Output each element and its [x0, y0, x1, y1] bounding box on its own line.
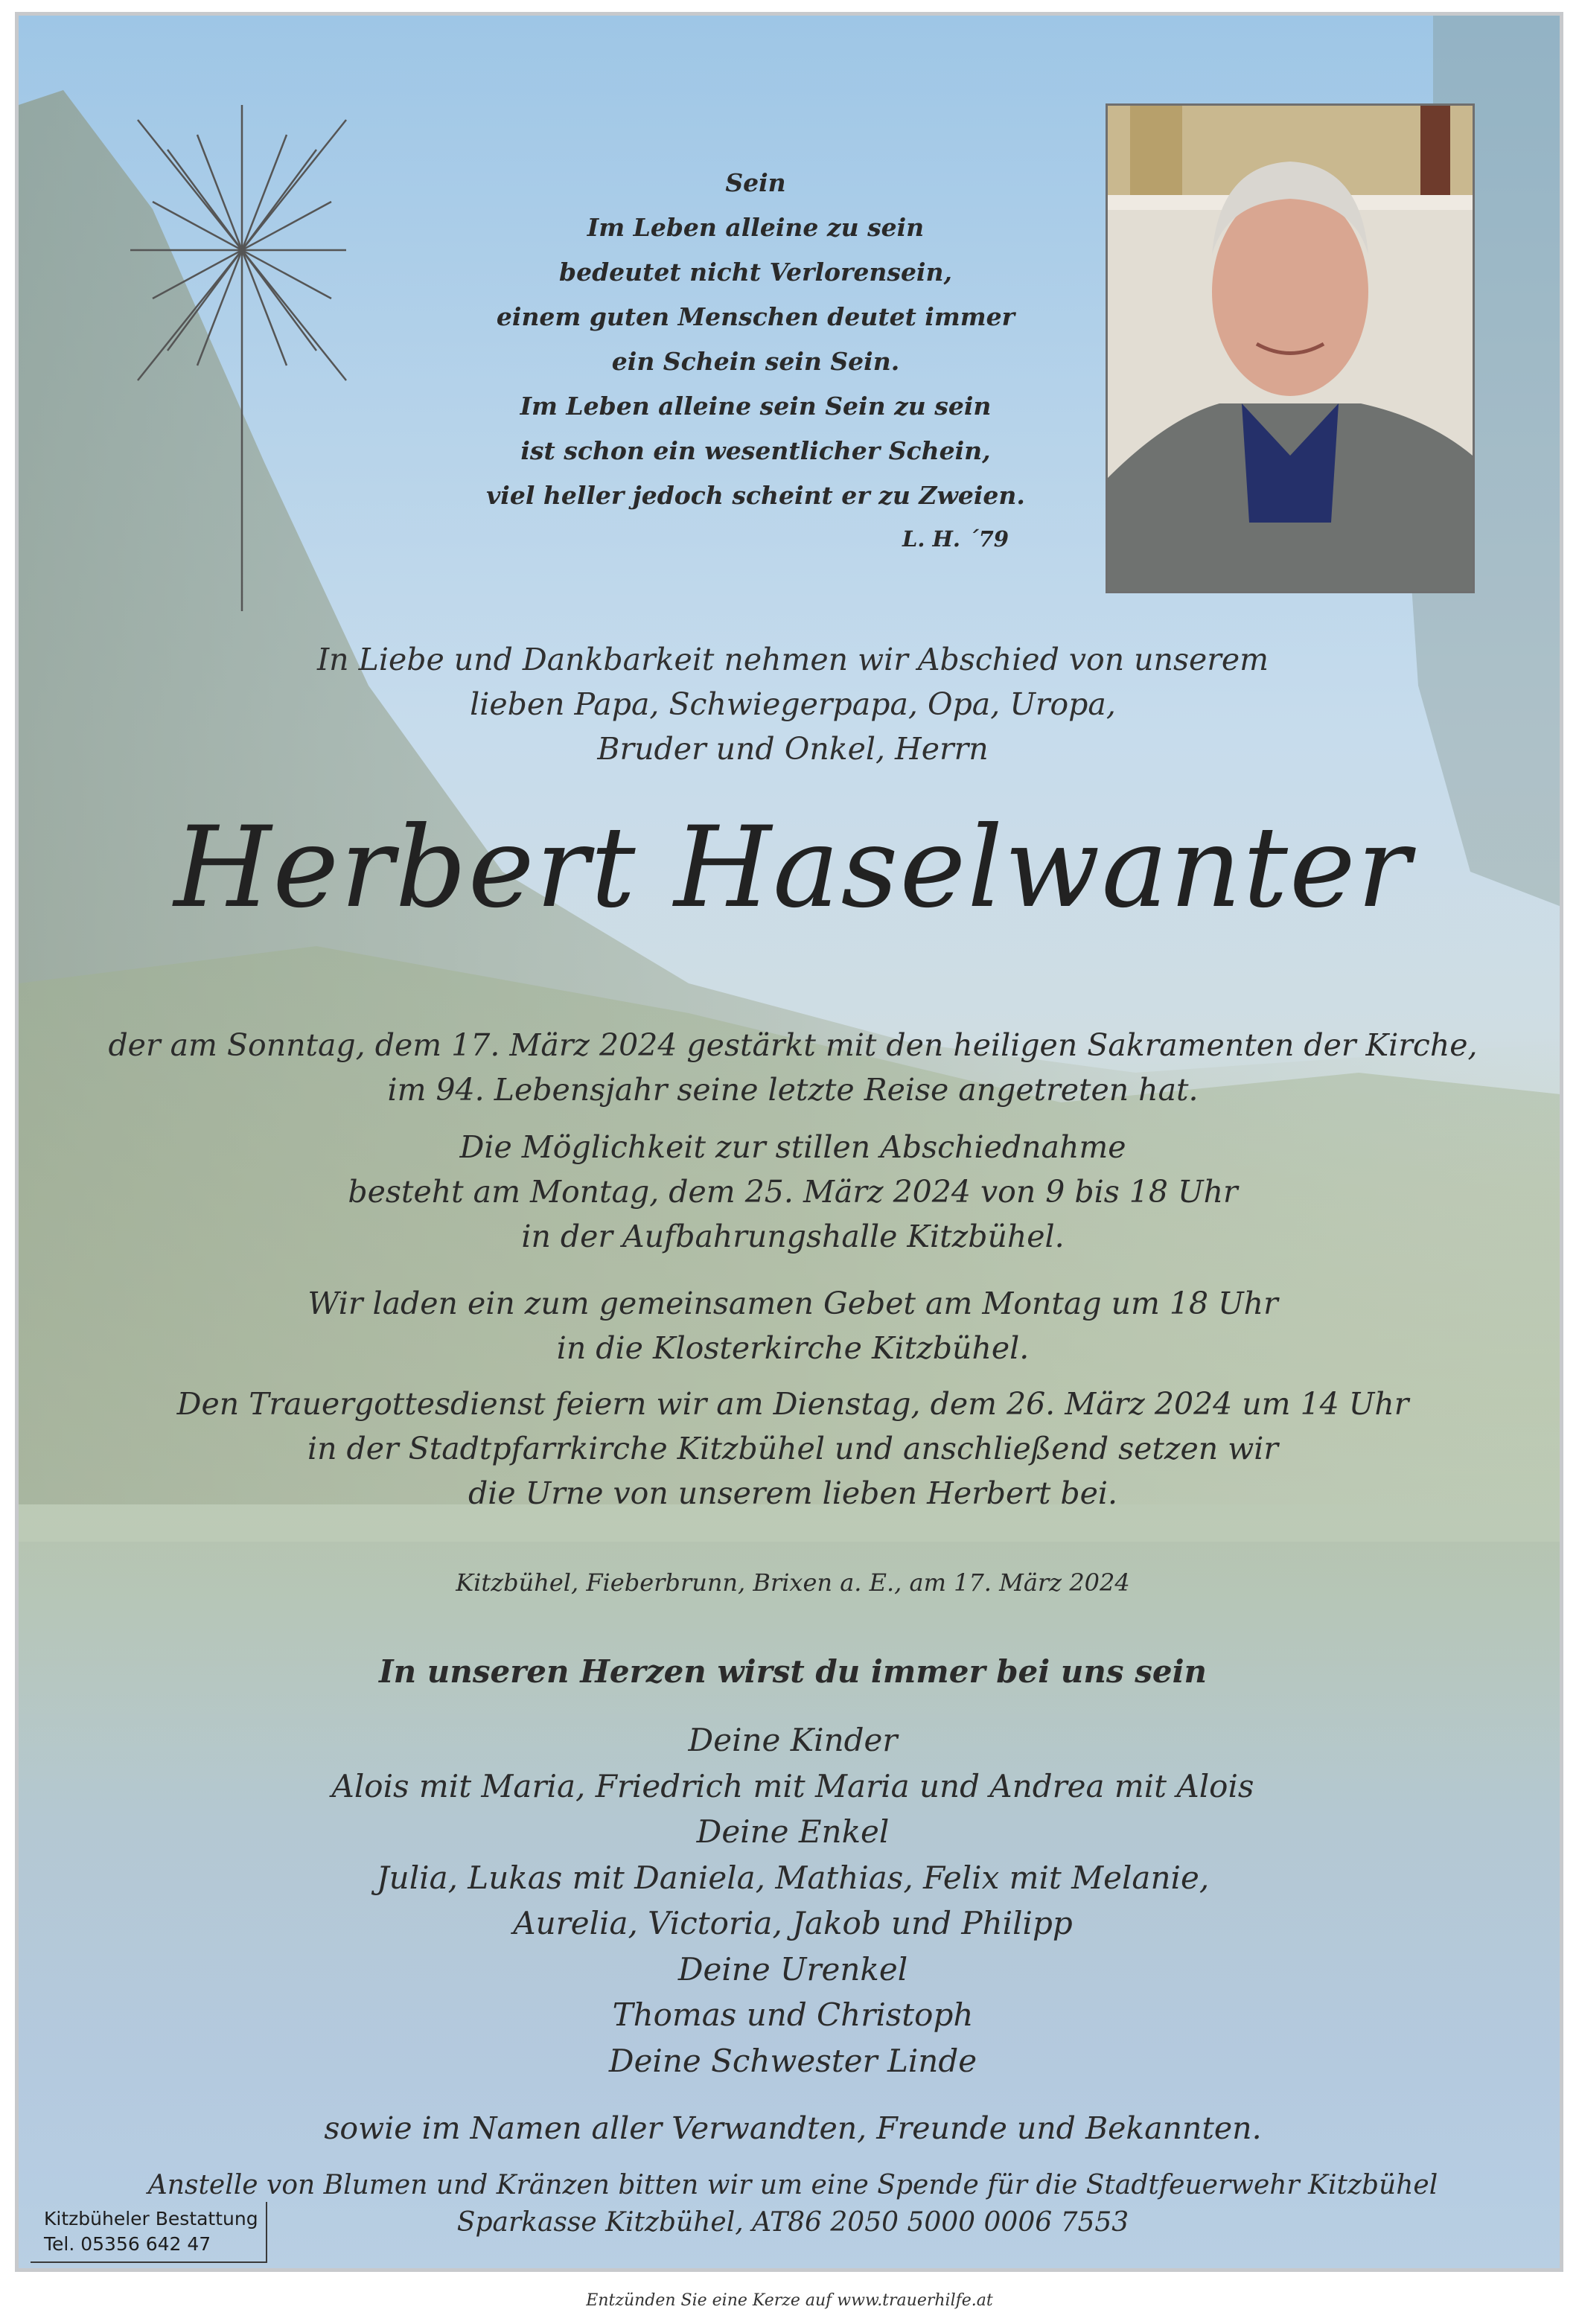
- prayer-info: [19, 1281, 1563, 1370]
- poem-line: Im Leben alleine zu sein: [587, 213, 925, 242]
- death-notice: [19, 1023, 1563, 1112]
- undertaker-logo: [31, 2202, 267, 2263]
- relatives-line: sowie im Namen aller Verwandten, Freunde und Bekannten.: [324, 2110, 1262, 2146]
- family-line: Thomas und Christoph: [612, 1996, 974, 2033]
- death-notice-line: der am Sonntag, dem 17. März 2024 gestärkt mit den heiligen Sakramenten der Kirche,: [108, 1027, 1478, 1063]
- poem-line: ist schon ein wesentlicher Schein,: [520, 436, 991, 465]
- viewing-line: in der Aufbahrungshalle Kitzbühel.: [521, 1219, 1065, 1254]
- family-line: Deine Urenkel: [677, 1950, 908, 1988]
- intro-line: In Liebe und Dankbarkeit nehmen wir Abschied von unserem: [316, 642, 1269, 677]
- family-line: Aurelia, Victoria, Jakob und Philipp: [513, 1905, 1073, 1941]
- poem-line: Im Leben alleine sein Sein zu sein: [520, 392, 992, 421]
- deceased-name: Herbert Haselwanter: [173, 803, 1412, 933]
- prayer-line: in die Klosterkirche Kitzbühel.: [556, 1330, 1030, 1366]
- poem-author: L. H. ´79: [902, 526, 1009, 552]
- intro-line: Bruder und Onkel, Herrn: [597, 731, 989, 767]
- motto: In unseren Herzen wirst du immer bei uns sein: [378, 1653, 1208, 1690]
- donation-line: Anstelle von Blumen und Kränzen bitten wir um eine Spende für die Stadtfeuerwehr Kitzbühel: [147, 2170, 1438, 2200]
- family-line: Deine Kinder: [688, 1722, 898, 1758]
- intro-text: [19, 637, 1563, 771]
- prayer-line: Wir laden ein zum gemeinsamen Gebet am Montag um 18 Uhr: [307, 1286, 1278, 1321]
- service-info: [19, 1382, 1563, 1516]
- intro-line: lieben Papa, Schwiegerpapa, Opa, Uropa,: [470, 686, 1116, 722]
- service-line: in der Stadtpfarrkirche Kitzbühel und anschließend setzen wir: [307, 1431, 1279, 1466]
- service-line: Den Trauergottesdienst feiern wir am Dienstag, dem 26. März 2024 um 14 Uhr: [176, 1386, 1409, 1422]
- poem-line: Sein: [725, 168, 786, 197]
- viewing-line: besteht am Montag, dem 25. März 2024 von 9 bis 18 Uhr: [348, 1174, 1238, 1210]
- death-notice-line: im 94. Lebensjahr seine letzte Reise angetreten hat.: [387, 1072, 1199, 1108]
- family-list: [19, 1717, 1563, 2084]
- service-line: die Urne von unserem lieben Herbert bei.: [468, 1475, 1117, 1511]
- family-line: Deine Schwester Linde: [608, 2042, 977, 2079]
- poem-line: viel heller jedoch scheint er zu Zweien.: [486, 481, 1025, 510]
- footer-link[interactable]: Entzünden Sie eine Kerze auf www.trauerhilfe.at: [586, 2291, 993, 2310]
- poem-line: ein Schein sein Sein.: [611, 347, 900, 376]
- donation-line: Sparkasse Kitzbühel, AT86 2050 5000 0006 7553: [456, 2207, 1129, 2238]
- poem: [406, 161, 1106, 552]
- viewing-line: Die Möglichkeit zur stillen Abschiednahme: [459, 1129, 1126, 1165]
- undertaker-name: Kitzbüheler Bestattung: [44, 2208, 258, 2229]
- cross-star-icon: [123, 105, 361, 619]
- place-date: Kitzbühel, Fieberbrunn, Brixen a. E., am 17. März 2024: [456, 1568, 1130, 1597]
- undertaker-phone: Tel. 05356 642 47: [44, 2233, 211, 2255]
- poem-line: einem guten Menschen deutet immer: [496, 302, 1015, 331]
- viewing-info: [19, 1125, 1563, 1259]
- family-line: Deine Enkel: [696, 1813, 890, 1850]
- obituary-card: [15, 12, 1563, 2272]
- poem-line: bedeutet nicht Verlorensein,: [559, 258, 952, 287]
- family-line: Julia, Lukas mit Daniela, Mathias, Felix mit Melanie,: [376, 1859, 1210, 1896]
- family-line: Alois mit Maria, Friedrich mit Maria und Andrea mit Alois: [331, 1767, 1254, 1804]
- portrait-photo: [1106, 103, 1475, 593]
